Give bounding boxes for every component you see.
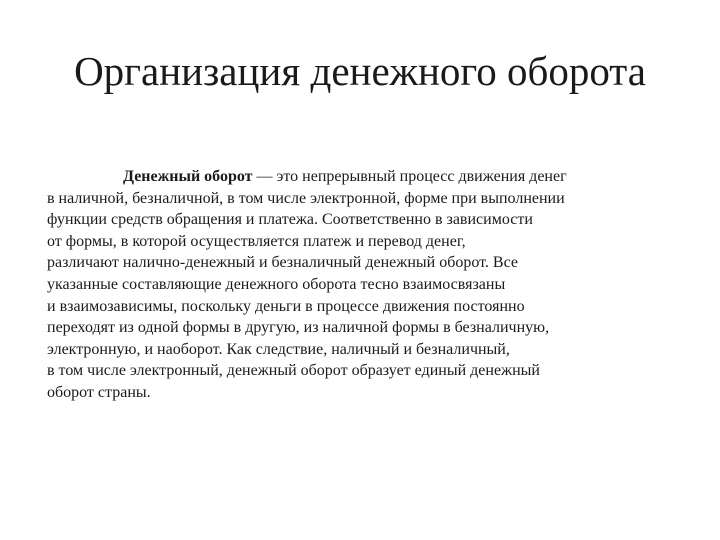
paragraph-line: и взаимозависимы, поскольку деньги в процессе движения постоянно (47, 297, 525, 315)
paragraph-line-1 (47, 166, 687, 188)
paragraph-line: в том числе электронный, денежный оборот образует единый денежный (47, 362, 540, 380)
definition-start: — это непрерывный процесс движения денег (252, 168, 567, 185)
slide-title: Организация денежного оборота (74, 48, 646, 94)
paragraph-line: указанные составляющие денежного оборота тесно взаимосвязаны (47, 275, 506, 293)
paragraph-line: электронную, и наоборот. Как следствие, наличный и безналичный, (47, 340, 510, 358)
paragraph-line: от формы, в которой осуществляется платеж и перевод денег, (47, 232, 466, 250)
paragraph-line: в наличной, безналичной, в том числе электронной, форме при выполнении (47, 189, 565, 207)
body-paragraph (47, 166, 687, 404)
defined-term: Денежный оборот (123, 168, 253, 185)
paragraph-line: функции средств обращения и платежа. Соответственно в зависимости (47, 211, 533, 229)
paragraph-line: оборот страны. (47, 383, 151, 401)
paragraph-line: различают налично-денежный и безналичный денежный оборот. Все (47, 254, 518, 272)
paragraph-line: переходят из одной формы в другую, из наличной формы в безналичную, (47, 319, 550, 337)
